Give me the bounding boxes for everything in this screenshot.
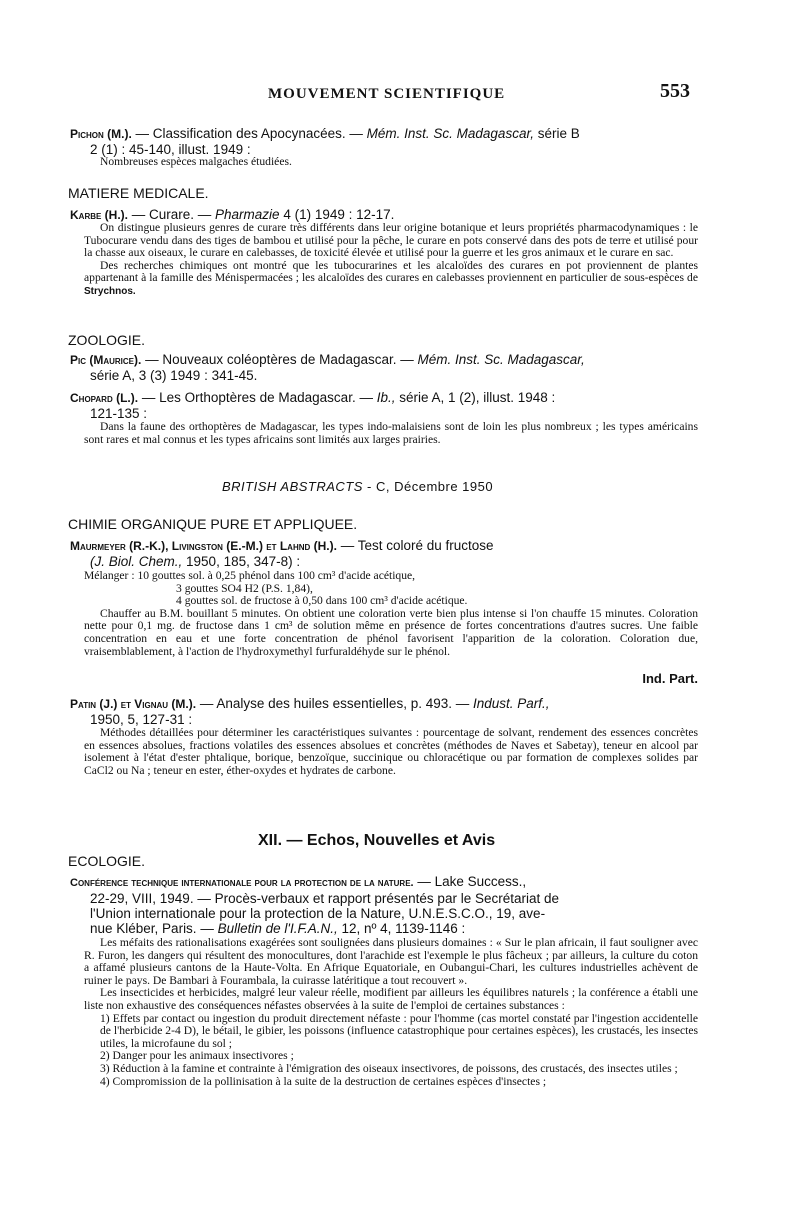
citation-journal: Bulletin de l'I.F.A.N., xyxy=(217,921,338,936)
heading-ecologie: ECOLOGIE. xyxy=(68,853,146,869)
note-paragraph: Chauffer au B.M. bouillant 5 minutes. On obtient une coloration verte bien plus intense si l'on chauffe 15 minutes. Coloration nette pour 0,1 mg. de fructose dans 1 cm³ de solution même en présence de fortes concentrations d'autres sucres. Une faible concentration en eau et une forte concentration de phénol favorisent l'apparition de la coloration. Coloration due, vraisemblablement, à l'action de l'hydroxymethyl furfuraldéhyde sur le phénol. xyxy=(84,606,698,658)
citation-journal: Ib., xyxy=(376,390,396,405)
note-maurmeyer xyxy=(84,570,698,658)
citation-title: — Test coloré du fructose xyxy=(336,538,494,553)
note-paragraph: Les insecticides et herbicides, malgré leur valeur réelle, modifient par ailleurs les équilibres naturels ; la conférence a établi une liste non exhaustive des conséquences néfastes observées à la suite de l'emploi de certaines substances : xyxy=(84,986,698,1012)
citation-authors: Patin (J.) et Vignau (M.). xyxy=(70,697,197,711)
list-item: 4) Compromission de la pollinisation à la suite de la destruction de certaines espèces d'insectes ; xyxy=(100,1074,547,1088)
citation-journal: Mém. Inst. Sc. Madagascar, xyxy=(366,126,534,141)
signoff: Ind. Part. xyxy=(642,671,698,686)
citation-ref: 4 (1) 1949 : 12-17. xyxy=(279,207,395,222)
citation-line: nue Kléber, Paris. — xyxy=(90,921,218,936)
citation-author: Karbe (H.). xyxy=(70,208,128,222)
citation-ref: 12, nº 4, 1139-1146 : xyxy=(337,921,466,936)
citation-journal: Mém. Inst. Sc. Madagascar, xyxy=(417,352,585,367)
citation-author: Chopard (L.). xyxy=(70,391,139,405)
citation-authors: Maurmeyer (R.-K.), Livingston (E.-M.) et Lahnd (H.). xyxy=(70,539,337,553)
british-abstracts-heading xyxy=(222,479,493,494)
note-text: Des recherches chimiques ont montré que les tubocurarines et les alcaloïdes des curares en pot proviennent de plantes appartenant à la famille des Ménispermacées ; les alcaloïdes des curares en calebasses proviennent en particulier de sous-espèces de xyxy=(84,258,698,285)
recipe-line: 3 gouttes SO4 H2 (P.S. 1,84), xyxy=(176,581,313,595)
note-text: Méthodes détaillées pour déterminer les caractéristiques suivantes : pourcentage de solvant, rendement des essences concrètes en essences absolues, fractions volatiles des essences absolues et concrètes (méthodes de Naves et Sabetay), teneur en alcool par isolement à l'état d'ester phtalique, borique, benzoïque, succinique ou chloracétique ou par formation de complexes solides par CaCl2 ou Na ; teneur en ester, éther-oxydes et hydrates de carbone. xyxy=(84,726,698,777)
citation-patin xyxy=(70,696,698,727)
genus-name: Strychnos. xyxy=(84,285,136,297)
citation-journal: Pharmazie xyxy=(215,207,280,222)
citation-author: Pichon (M.). xyxy=(70,127,132,141)
citation-ref-line: 1950, 5, 127-31 : xyxy=(90,712,193,727)
heading-matiere-medicale: MATIERE MEDICALE. xyxy=(68,185,209,201)
citation-title: — Analyse des huiles essentielles, p. 493. — xyxy=(196,696,473,711)
heading-zoologie: ZOOLOGIE. xyxy=(68,332,146,348)
running-title: MOUVEMENT SCIENTIFIQUE xyxy=(268,86,506,102)
citation-place: — Lake Success., xyxy=(413,874,527,889)
note-patin xyxy=(84,727,698,777)
citation-author: Pic (Maurice). xyxy=(70,353,142,367)
note-text: Dans la faune des orthoptères de Madagascar, les types indo-malaisiens sont de loin les plus nombreux ; les types américains sont rares et mal connus et les types africains sont limités aux larges prairies. xyxy=(84,420,698,446)
citation-maurmeyer xyxy=(70,538,698,569)
citation-ref-line: 121-135 : xyxy=(90,406,148,421)
note-karbe xyxy=(84,222,698,299)
note-paragraph xyxy=(84,260,698,299)
citation-pic xyxy=(70,352,698,383)
citation-ref-line: 2 (1) : 45-140, illust. 1949 : xyxy=(90,142,251,157)
citation-title: — Curare. — xyxy=(128,207,216,222)
note-chopard xyxy=(84,421,698,446)
heading-chimie: CHIMIE ORGANIQUE PURE ET APPLIQUEE. xyxy=(68,516,358,532)
citation-ref-line: série A, 3 (3) 1949 : 341-45. xyxy=(90,368,258,383)
note-pichon xyxy=(84,156,698,169)
note-paragraph: Les méfaits des rationalisations exagérées sont soulignées dans plusieurs domaines : « Sur le plan africain, il faut souligner avec R. Furon, les dangers qui résultent des monocultures, dont l'arachide est l'exemple le plus fâcheux ; par ailleurs, la culture du coton a affamé plusieurs cantons de la Haute-Volta. En Afrique Equatoriale, en Oubangui-Chari, les cultures industrielles achèvent de ruiner le pays. De Bambari à Fourambala, la cuirasse latéritique a tout recouvert ». xyxy=(84,936,698,987)
page-number: 553 xyxy=(660,80,690,102)
list-item: 1) Effets par contact ou ingestion du produit directement néfaste : pour l'homme (cas mortel constaté par l'ingestion accidentelle de l'herbicide 2-4 D), le bétail, le gibier, les poissons (influence catastrophique pour certaines espèces), les crustacés, les insectes utiles, la microfaune du sol ; xyxy=(100,1011,698,1050)
list-item: 3) Réduction à la famine et contrainte à l'émigration des oiseaux insectivores, de poissons, des crustacés, des insectes utiles ; xyxy=(100,1061,678,1075)
citation-chopard xyxy=(70,390,698,421)
citation-ref: série B xyxy=(533,126,580,141)
citation-journal: Indust. Parf., xyxy=(472,696,550,711)
citation-pichon xyxy=(70,126,698,157)
citation-line: 22-29, VIII, 1949. — Procès-verbaux et rapport présentés par le Secrétariat de xyxy=(90,891,559,906)
citation-title: — Nouveaux coléoptères de Madagascar. — xyxy=(141,352,418,367)
note-paragraph: On distingue plusieurs genres de curare très différents dans leur origine botanique et leurs propriétés pharmacodynamiques : le Tubocurare vendu dans des tiges de bambou et utilisé pour la pêche, le curare en pots conservé dans des pots de terre et utilisé pour la chasse aux oiseaux, le curare en calebasses, de toxicité élevée et utilisé pour la guerre et les gros animaux et le curare en sac. xyxy=(84,221,698,260)
citation-title: — Classification des Apocynacées. — xyxy=(131,126,367,141)
recipe-line: Mélanger : 10 gouttes sol. à 0,25 phénol dans 100 cm³ d'acide acétique, xyxy=(84,569,416,582)
chapter-title: XII. — Echos, Nouvelles et Avis xyxy=(258,832,496,849)
list-item: 2) Danger pour les animaux insectivores ; xyxy=(100,1049,294,1063)
citation-ref: série A, 1 (2), illust. 1948 : xyxy=(395,390,556,405)
citation-line: l'Union internationale pour la protection de la Nature, U.N.E.S.C.O., 19, ave- xyxy=(90,906,546,921)
british-abstracts-title: BRITISH ABSTRACTS xyxy=(222,479,363,494)
citation-ref: 1950, 185, 347-8) : xyxy=(182,554,301,569)
recipe-line: 4 gouttes sol. de fructose à 0,50 dans 100 cm³ d'acide acétique. xyxy=(176,594,468,608)
citation-conference xyxy=(70,874,698,936)
note-conference xyxy=(84,937,698,1088)
british-abstracts-issue: - C, Décembre 1950 xyxy=(362,479,494,494)
citation-journal: (J. Biol. Chem., xyxy=(90,554,183,569)
note-text: Nombreuses espèces malgaches étudiées. xyxy=(100,155,292,168)
citation-title-sc: Conférence technique internationale pour la protection de la nature. xyxy=(70,877,414,889)
citation-title: — Les Orthoptères de Madagascar. — xyxy=(138,390,377,405)
